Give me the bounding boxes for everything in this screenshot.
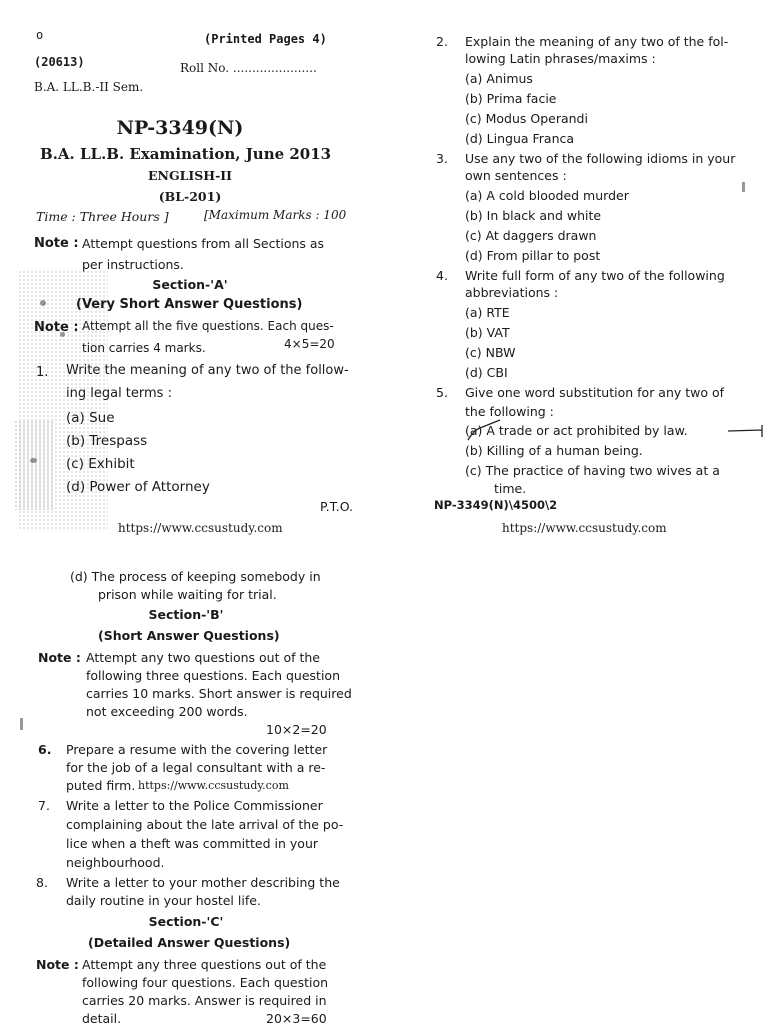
note-text: per instructions. [82,257,184,272]
section-b-marks: 10×2=20 [266,722,327,737]
section-a-note-text: Attempt all the five questions. Each ques- [82,319,334,333]
source-url: https://www.ccsustudy.com [138,779,289,792]
q4-text: abbreviations : [465,285,559,300]
section-c-title: Section-'C' [148,914,224,929]
q4-option-d: (d) CBI [465,365,508,380]
speck [742,182,745,192]
q4-number: 4. [436,268,448,283]
q1-text: Write the meaning of any two of the follow- [66,363,349,378]
scan-noise-left-2 [14,420,54,510]
speck [20,718,23,730]
q5-text: the following : [465,404,554,419]
time: Time : Three Hours ] [36,209,169,224]
q5-text: Give one word substitution for any two of [465,385,725,400]
speck [40,300,46,306]
section-b-note-text: following three questions. Each question [86,668,341,683]
q2-option-c: (c) Modus Operandi [465,111,588,126]
q8-text: Write a letter to your mother describing the [66,875,340,890]
section-b-note-text: not exceeding 200 words. [86,704,248,719]
corner-mark: o [36,28,44,42]
speck [30,458,37,463]
course-sem: B.A. LL.B.-II Sem. [34,80,144,94]
paper-code: (20613) [34,55,85,69]
q3-number: 3. [436,151,448,166]
q2-text: lowing Latin phrases/maxims : [465,51,656,66]
q2-option-b: (b) Prima facie [465,91,557,106]
q5-option-b: (b) Killing of a human being. [465,443,643,458]
q1-number: 1. [36,365,49,380]
q6-number: 6. [38,742,52,757]
q5-option-a: (a) A trade or act prohibited by law. [465,423,688,438]
q2-number: 2. [436,34,448,49]
pen-mark-icon [466,418,506,444]
section-a-note-label: Note : [34,320,79,335]
exam-title: B.A. LL.B. Examination, June 2013 [40,145,332,163]
section-c-note-text: detail. [82,1011,122,1026]
roll-no: Roll No. ...................... [180,61,317,75]
q7-text: lice when a theft was committed in your [66,836,319,851]
q3-option-c: (c) At daggers drawn [465,228,597,243]
section-c-note-label: Note : [36,957,79,972]
section-c-note-text: Attempt any three questions out of the [82,957,327,972]
q2-option-d: (d) Lingua Franca [465,131,575,146]
section-b-subtitle: (Short Answer Questions) [98,628,280,643]
q4-text: Write full form of any two of the following [465,268,725,283]
section-c-marks: 20×3=60 [266,1011,327,1026]
q1-option-d: (d) Power of Attorney [66,479,210,495]
q5-option-d: (d) The process of keeping somebody in [70,569,321,584]
source-url: https://www.ccsustudy.com [502,521,667,535]
q6-text: puted firm. [66,778,136,793]
q1-option-b: (b) Trespass [66,433,148,449]
source-url: https://www.ccsustudy.com [118,521,283,535]
q4-option-a: (a) RTE [465,305,510,320]
max-marks: [Maximum Marks : 100 [204,208,347,222]
q3-text: own sentences : [465,168,567,183]
q2-option-a: (a) Animus [465,71,533,86]
pto: P.T.O. [320,499,353,514]
note-label: Note : [34,236,79,251]
footer-code: NP-3349(N)\4500\2 [434,498,558,512]
q3-option-b: (b) In black and white [465,208,602,223]
q2-text: Explain the meaning of any two of the fol- [465,34,729,49]
section-a-note-text: tion carries 4 marks. [82,341,206,355]
section-b-note-text: carries 10 marks. Short answer is required [86,686,352,701]
section-b-note-text: Attempt any two questions out of the [86,650,320,665]
section-a-subtitle: (Very Short Answer Questions) [76,297,303,312]
margin-dash-icon [726,424,766,438]
q3-option-d: (d) From pillar to post [465,248,601,263]
q5-option-c: (c) The practice of having two wives at a [465,463,720,478]
q3-text: Use any two of the following idioms in your [465,151,736,166]
section-a-marks: 4×5=20 [284,337,335,351]
q5-number: 5. [436,385,448,400]
paper-id: NP-3349(N) [116,117,244,139]
q4-option-c: (c) NBW [465,345,516,360]
q6-text: Prepare a resume with the covering letter [66,742,328,757]
q1-text: ing legal terms : [66,386,172,401]
q5-option-d-cont: prison while waiting for trial. [98,587,277,602]
subject-code: (BL-201) [158,189,222,204]
q3-option-a: (a) A cold blooded murder [465,188,629,203]
printed-pages: (Printed Pages 4) [204,32,327,46]
section-c-subtitle: (Detailed Answer Questions) [88,935,291,950]
section-c-note-text: following four questions. Each question [82,975,329,990]
section-a-title: Section-'A' [152,277,228,292]
q7-number: 7. [38,798,50,813]
q4-option-b: (b) VAT [465,325,510,340]
section-b-title: Section-'B' [148,607,224,622]
section-b-note-label: Note : [38,650,81,665]
q7-text: complaining about the late arrival of the po- [66,817,344,832]
q7-text: Write a letter to the Police Commissioner [66,798,323,813]
subject: ENGLISH-II [148,168,232,183]
section-c-note-text: carries 20 marks. Answer is required in [82,993,327,1008]
q1-option-c: (c) Exhibit [66,456,135,472]
q8-number: 8. [36,875,48,890]
q5-option-c-cont: time. [494,481,527,496]
q8-text: daily routine in your hostel life. [66,893,261,908]
q6-text: for the job of a legal consultant with a re- [66,760,326,775]
q7-text: neighbourhood. [66,855,165,870]
note-text: Attempt questions from all Sections as [82,236,325,251]
q1-option-a: (a) Sue [66,410,115,426]
